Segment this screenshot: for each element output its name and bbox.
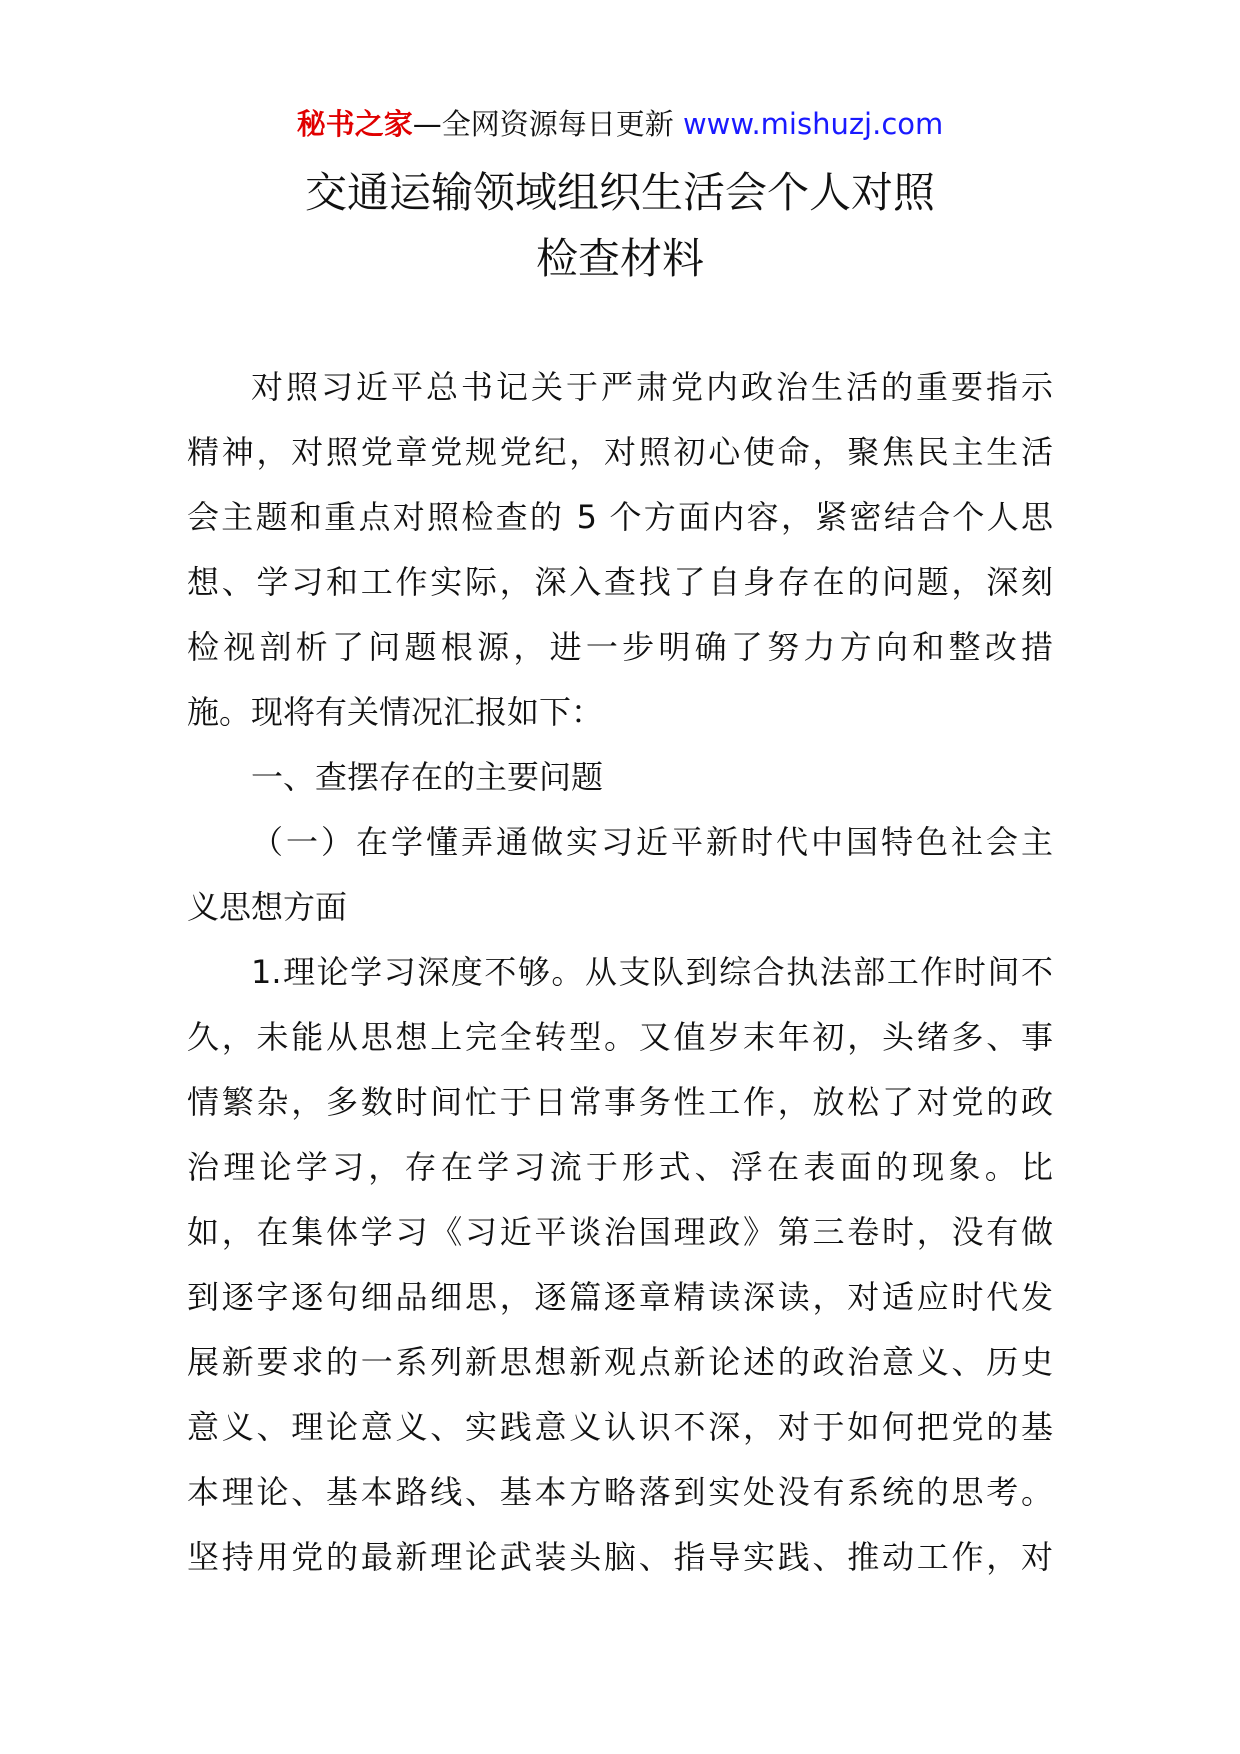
subsection-heading-cont: 义思想方面 <box>187 888 348 926</box>
watermark-tagline: 全网资源每日更新 <box>441 107 683 141</box>
body-line: 治理论学习，存在学习流于形式、浮在表面的现象。比 <box>187 1148 1053 1186</box>
body-line: 展新要求的一系列新思想新观点新论述的政治意义、历史 <box>187 1343 1053 1381</box>
document-title-line-2: 检查材料 <box>535 234 704 283</box>
watermark-url[interactable]: www.mishuzj.com <box>682 107 944 141</box>
body-line: 检视剖析了问题根源，进一步明确了努力方向和整改措 <box>187 628 1053 666</box>
body-line: 到逐字逐句细品细思，逐篇逐章精读深读，对适应时代发 <box>187 1278 1053 1316</box>
body-line: 施。现将有关情况汇报如下： <box>187 693 604 731</box>
body-line: 会主题和重点对照检查的 5 个方面内容，紧密结合个人思 <box>187 498 1053 536</box>
body-line: 意义、理论意义、实践意义认识不深，对于如何把党的基 <box>187 1408 1053 1446</box>
section-heading: 一、查摆存在的主要问题 <box>251 758 604 796</box>
body-line: 精神，对照党章党规党纪，对照初心使命，聚焦民主生活 <box>187 433 1053 471</box>
document-title-line-1: 交通运输领域组织生活会个人对照 <box>304 168 935 217</box>
body-line: 情繁杂，多数时间忙于日常事务性工作，放松了对党的政 <box>187 1083 1053 1121</box>
watermark-dash: — <box>412 107 442 141</box>
watermark-header <box>0 104 1240 144</box>
document-body <box>187 355 1053 1590</box>
subsection-heading: （一）在学懂弄通做实习近平新时代中国特色社会主 <box>251 823 1053 861</box>
watermark-brand: 秘书之家 <box>296 107 413 141</box>
body-line: 1.理论学习深度不够。从支队到综合执法部工作时间不 <box>251 953 1053 991</box>
body-line: 想、学习和工作实际，深入查找了自身存在的问题，深刻 <box>187 563 1053 601</box>
body-line: 对照习近平总书记关于严肃党内政治生活的重要指示 <box>251 368 1053 406</box>
body-line: 如，在集体学习《习近平谈治国理政》第三卷时，没有做 <box>187 1213 1053 1251</box>
body-line: 本理论、基本路线、基本方略落到实处没有系统的思考。 <box>187 1473 1053 1511</box>
body-line: 久，未能从思想上完全转型。又值岁末年初，头绪多、事 <box>187 1018 1053 1056</box>
body-line: 坚持用党的最新理论武装头脑、指导实践、推动工作，对 <box>187 1538 1053 1576</box>
